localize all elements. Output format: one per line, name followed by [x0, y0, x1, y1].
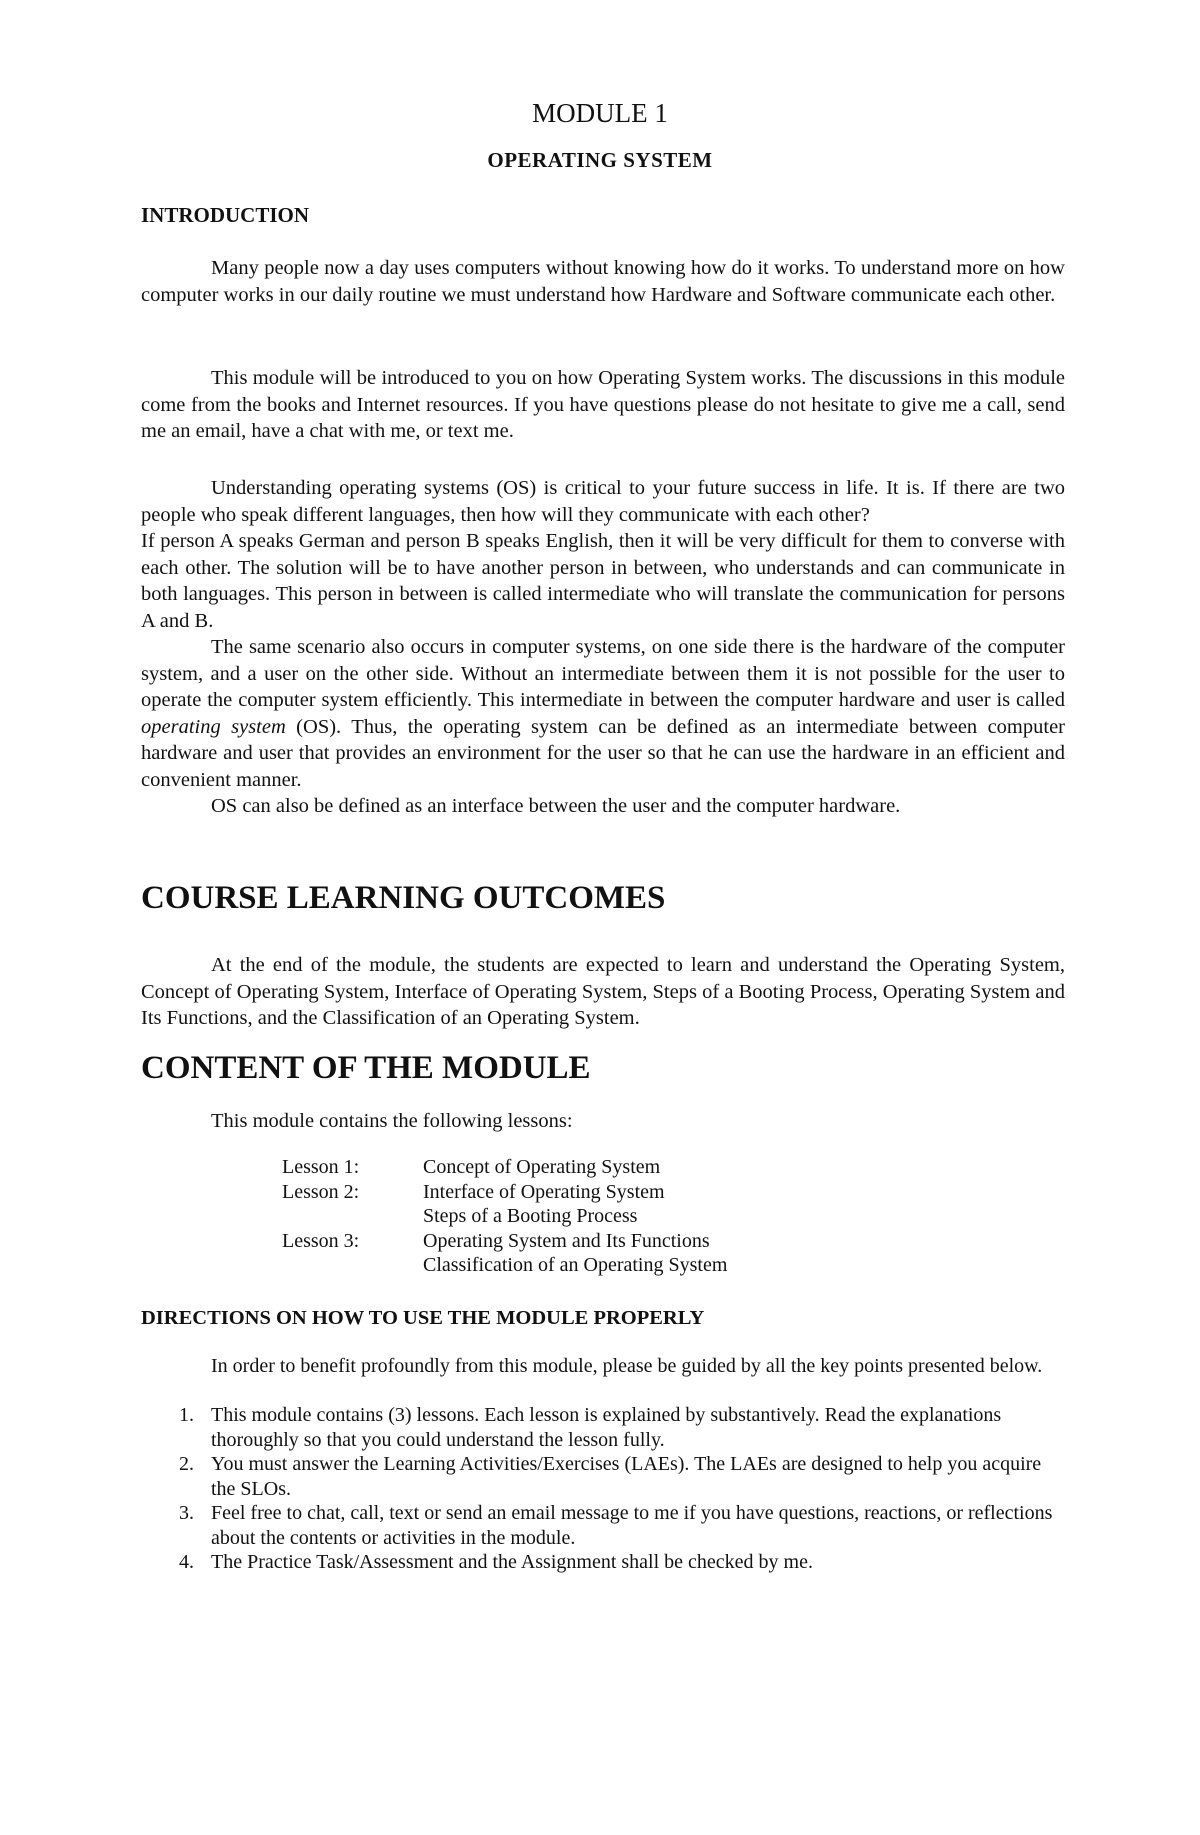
- intro-paragraph-2-text: This module will be introduced to you on how Operating System works. The discussions in this module come from the books and Internet resources. If you have questions please do not hesitate to give me a call, send me an email, have a chat with me, or text me.: [141, 367, 1065, 442]
- lesson-title: Steps of a Booting Process: [423, 1205, 638, 1227]
- list-item-text: Feel free to chat, call, text or send an email message to me if you have questions, reactions, or reflections about the contents or activities in the module.: [211, 1502, 1053, 1549]
- list-item-text: This module contains (3) lessons. Each lesson is explained by substantively. Read the explanations thoroughly so that you could understand the lesson fully.: [211, 1404, 1002, 1451]
- content-of-module-heading: CONTENT OF THE MODULE: [141, 1050, 591, 1086]
- directions-list: [141, 1403, 1061, 1575]
- intro-paragraph-4-text: If person A speaks German and person B speaks English, then it will be very difficult for them to converse with each other. The solution will be to have another person in between, who understands and can communicate in both languages. This person in between is called intermediate who will translate the communication for persons A and B.: [141, 530, 1065, 632]
- lesson-title: Operating System and Its Functions: [423, 1229, 710, 1252]
- list-item-number: 4.: [179, 1551, 194, 1573]
- lesson-label: Lesson 2:: [282, 1180, 360, 1203]
- directions-intro: [141, 1354, 1065, 1379]
- lesson-list: [282, 1155, 727, 1278]
- directions-intro-text: In order to benefit profoundly from this module, please be guided by all the key points presented below.: [211, 1355, 1043, 1377]
- lesson-label: [282, 1253, 423, 1278]
- lesson-label: [282, 1204, 423, 1229]
- introduction-heading: INTRODUCTION: [141, 203, 310, 227]
- operating-system-emphasis: operating system: [141, 715, 286, 738]
- lesson-title: Interface of Operating System: [423, 1180, 665, 1203]
- module-title: MODULE 1: [532, 98, 668, 128]
- list-item-number: 2.: [179, 1453, 194, 1475]
- intro-paragraph-2: [141, 365, 1065, 445]
- outcomes-paragraph: [141, 952, 1065, 1032]
- list-item: [141, 1550, 1061, 1575]
- module-subject-title: OPERATING SYSTEM: [487, 148, 713, 172]
- course-learning-outcomes-heading: COURSE LEARNING OUTCOMES: [141, 880, 666, 916]
- lesson-title: Classification of an Operating System: [423, 1254, 728, 1276]
- lesson-label: Lesson 3:: [282, 1229, 360, 1252]
- lessons-intro: This module contains the following lessons:: [211, 1110, 573, 1132]
- intro-paragraph-5-text: [141, 634, 1065, 793]
- directions-heading: DIRECTIONS ON HOW TO USE THE MODULE PROPERLY: [141, 1307, 705, 1329]
- list-item-text: You must answer the Learning Activities/Exercises (LAEs). The LAEs are designed to help you acquire the SLOs.: [211, 1453, 1042, 1500]
- lesson-title: Concept of Operating System: [423, 1156, 661, 1178]
- lesson-row: [282, 1253, 727, 1278]
- outcomes-paragraph-text: At the end of the module, the students are expected to learn and understand the Operating System, Concept of Operating System, Interface of Operating System, Steps of a Booting Process, Operating System and Its Functions, and the Classification of an Operating System.: [141, 954, 1065, 1029]
- intro-paragraph-5a: The same scenario also occurs in computer systems, on one side there is the hardware of the computer system, and a user on the other side. Without an intermediate between them it is not possible for the user to operate the computer system efficiently. This intermediate in between the computer hardware and user is called: [141, 636, 1065, 711]
- lesson-label: Lesson 1:: [282, 1156, 360, 1178]
- list-item-number: 3.: [179, 1502, 194, 1524]
- lesson-row: [282, 1204, 727, 1229]
- list-item: [141, 1452, 1061, 1501]
- intro-paragraph-3: [141, 475, 1065, 820]
- lesson-row: [282, 1229, 727, 1254]
- list-item-number: 1.: [179, 1404, 194, 1426]
- intro-paragraph-1-text: Many people now a day uses computers without knowing how do it works. To understand more on how computer works in our daily routine we must understand how Hardware and Software communicate each other.: [141, 257, 1065, 306]
- lesson-row: [282, 1155, 727, 1180]
- intro-paragraph-5b: (OS). Thus, the operating system can be defined as an intermediate between computer hardware and user that provides an environment for the user so that he can use the hardware in an efficient and convenient manner.: [141, 715, 1066, 791]
- intro-paragraph-3-text: Understanding operating systems (OS) is critical to your future success in life. It is. If there are two people who speak different languages, then how will they communicate with each other?: [141, 477, 1065, 526]
- intro-paragraph-6-text: OS can also be defined as an interface between the user and the computer hardware.: [211, 795, 901, 817]
- list-item-text: The Practice Task/Assessment and the Assignment shall be checked by me.: [211, 1551, 813, 1573]
- list-item: [141, 1403, 1061, 1452]
- intro-paragraph-1: [141, 255, 1065, 308]
- lesson-row: [282, 1180, 727, 1205]
- list-item: [141, 1501, 1061, 1550]
